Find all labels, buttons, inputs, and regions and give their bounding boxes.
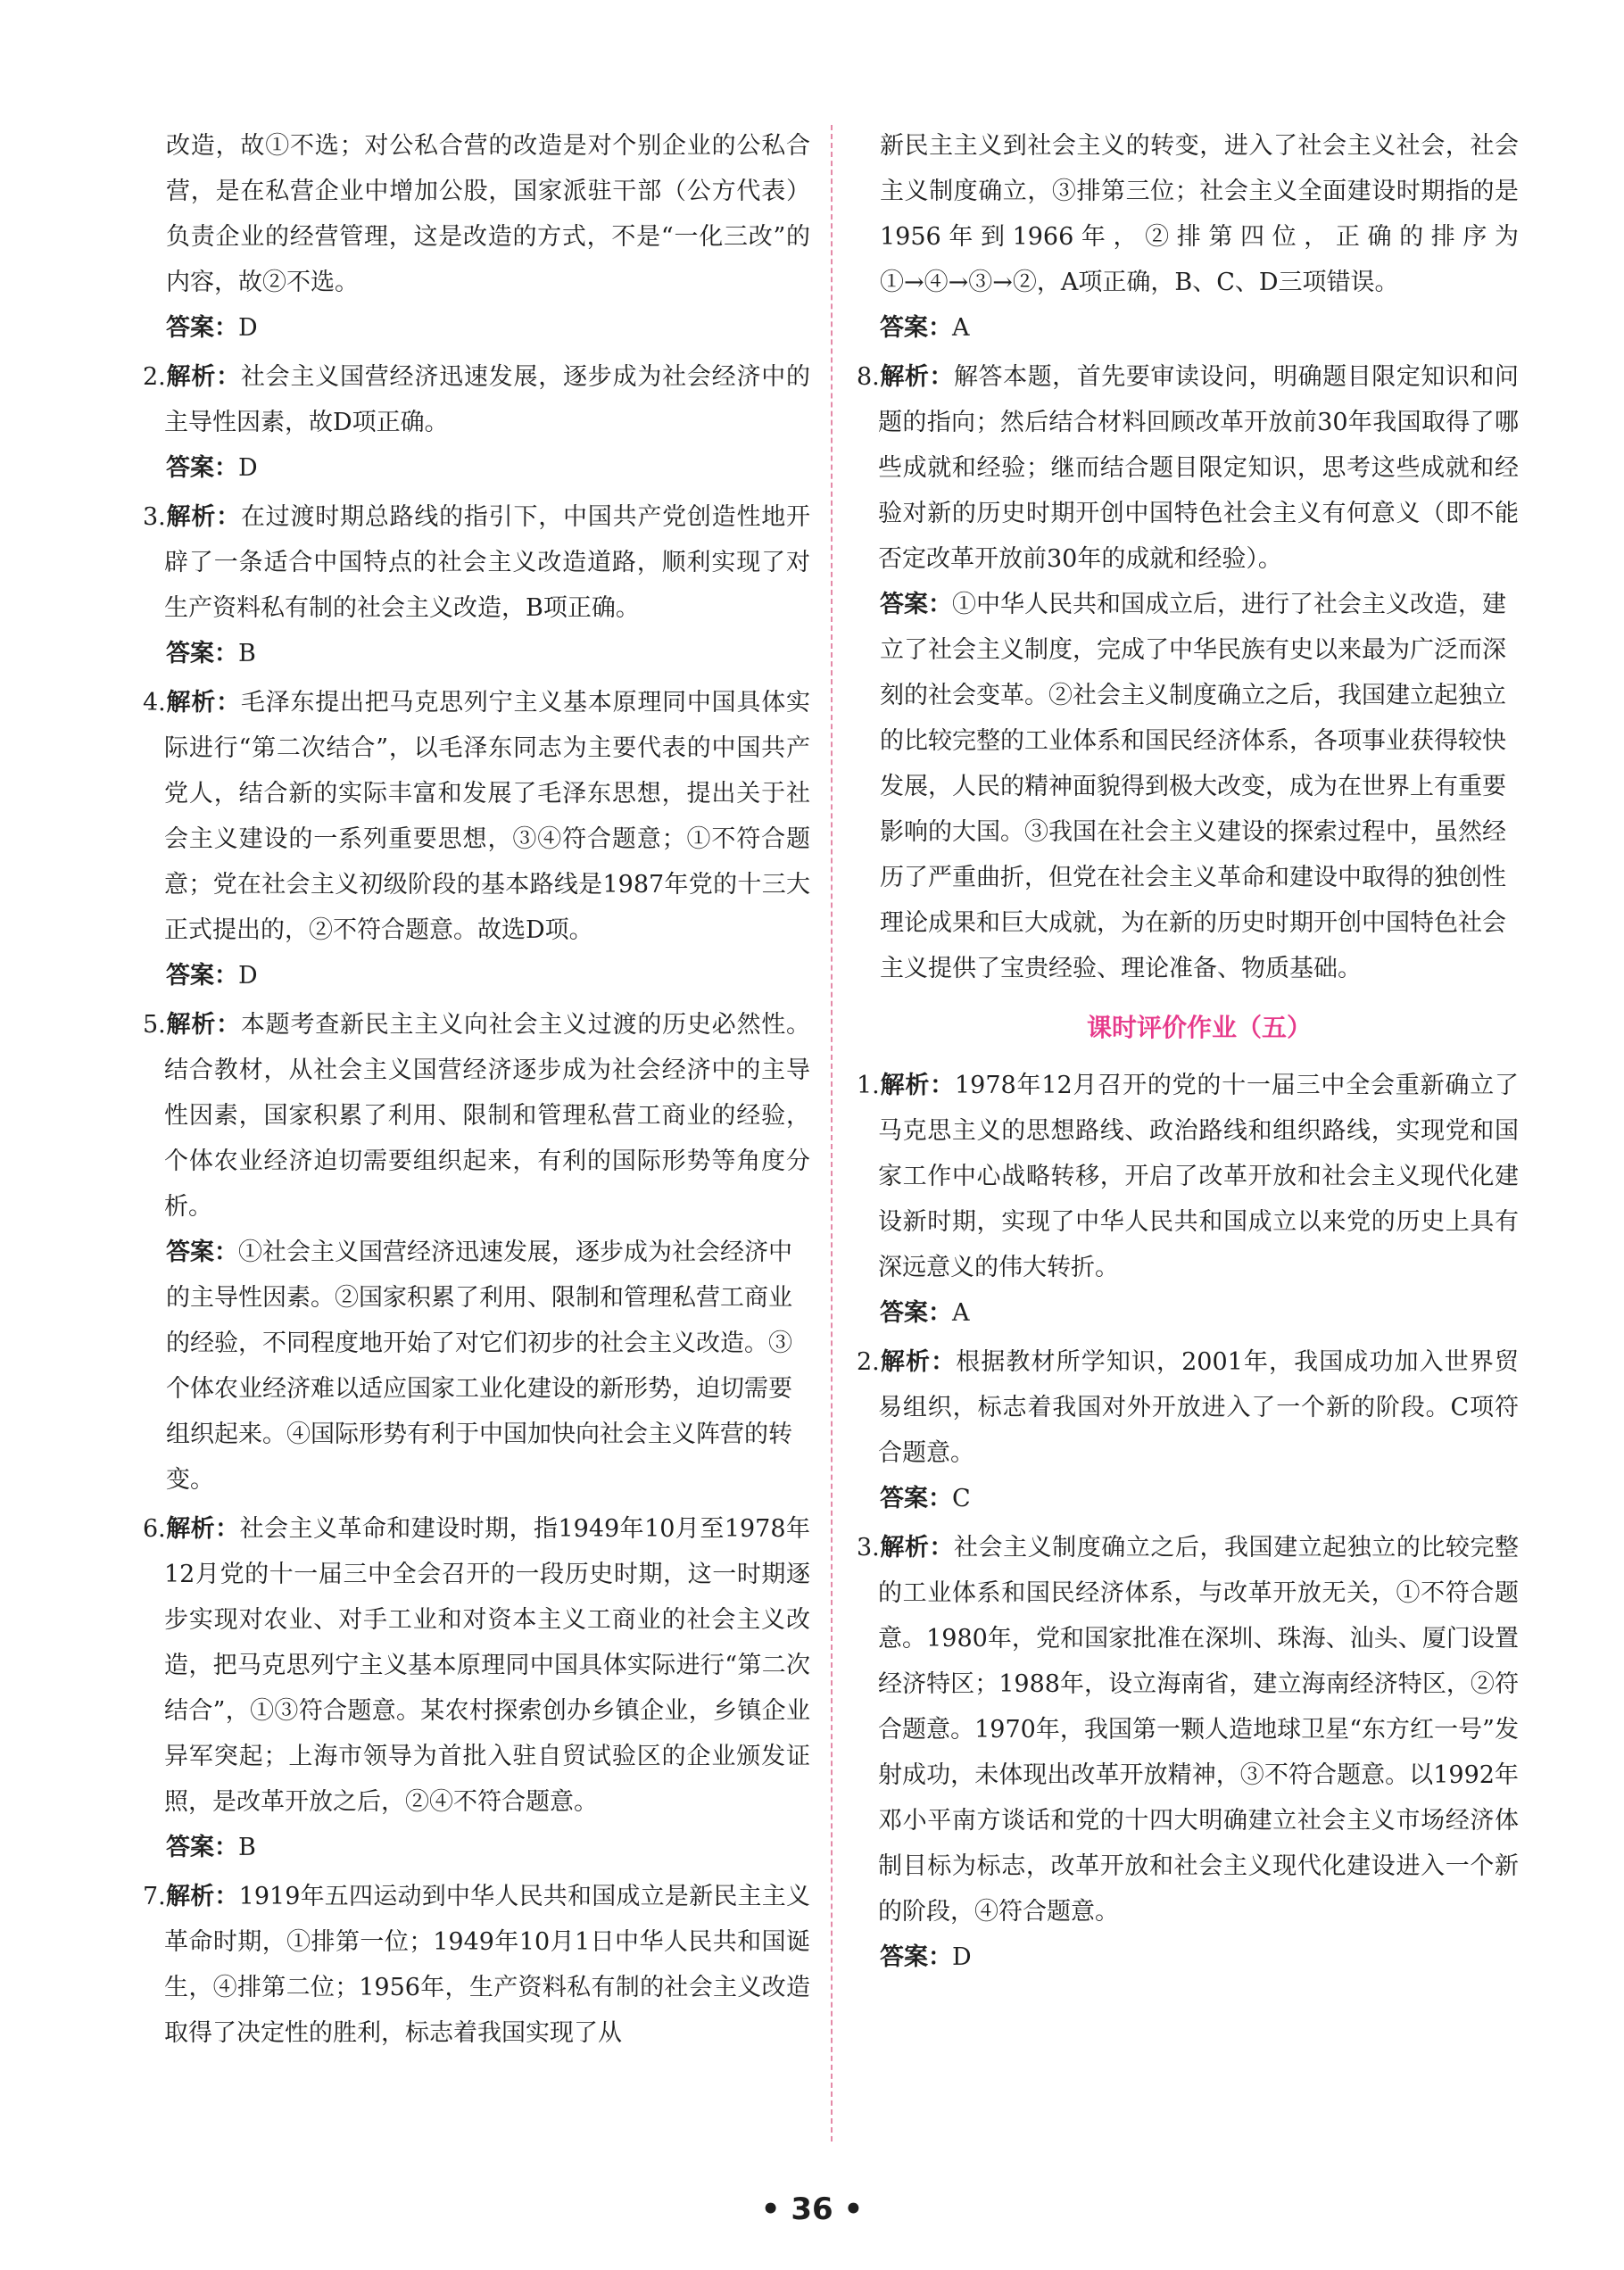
question-number: 6. (143, 1515, 166, 1543)
question-number: 7. (143, 1883, 166, 1910)
question-number: 1. (857, 1072, 880, 1099)
answer-label: 答案： (166, 962, 238, 990)
explanation-label: 解析： (165, 689, 241, 717)
explanation-paragraph (143, 494, 811, 631)
left-column (143, 123, 811, 2056)
answer-value: D (238, 314, 258, 342)
answer-line (166, 953, 810, 998)
question-number: 3. (143, 503, 166, 531)
answer-value: B (238, 1834, 256, 1861)
explanation-text: 解答本题，首先要审读设问，明确题目限定知识和问题的指向；然后结合材料回顾改革开放前30年我国取得了哪些成就和经验；继而结合题目限定知识，思考这些成就和经验对新的历史时期开创中国特色社会主义有何意义（即不能否定改革开放前30年的成就和经验）。 (878, 363, 1520, 573)
column-divider (831, 125, 833, 2142)
answer-line (880, 1476, 1519, 1521)
explanation-label: 解析： (165, 1515, 240, 1543)
answer-label: 答案： (880, 1943, 952, 1971)
explanation-text: 社会主义国营经济迅速发展，逐步成为社会经济中的主导性因素，故D项正确。 (164, 363, 811, 436)
explanation-paragraph (880, 123, 1519, 305)
answer-label: 答案： (880, 314, 952, 342)
explanation-label: 解析： (879, 363, 954, 391)
answer-line (166, 1230, 810, 1503)
explanation-paragraph (143, 1506, 810, 1825)
answer-line (166, 445, 810, 491)
right-column (857, 123, 1520, 1984)
explanation-paragraph (857, 1525, 1520, 1934)
answer-line (880, 1290, 1519, 1336)
answer-value: A (952, 1299, 970, 1327)
answer-value: D (238, 962, 258, 990)
explanation-paragraph (143, 680, 811, 953)
answer-label: 答案： (166, 454, 238, 482)
explanation-text: 1978年12月召开的党的十一届三中全会重新确立了马克思主义的思想路线、政治路线和组织路线，实现党和国家工作中心战略转移，开启了改革开放和社会主义现代化建设新时期，实现了中华人民共和国成立以来党的历史上具有深远意义的伟大转折。 (878, 1072, 1520, 1281)
answer-line (880, 582, 1519, 991)
answer-value: B (238, 640, 256, 667)
answer-label: 答案： (880, 1299, 952, 1327)
answer-label: 答案： (880, 1485, 952, 1512)
explanation-paragraph (857, 1339, 1519, 1476)
question-number: 2. (857, 1348, 880, 1376)
question-number: 3. (857, 1534, 880, 1562)
answer-line (880, 1934, 1519, 1980)
explanation-label: 解析： (165, 1011, 241, 1039)
explanation-label: 解析： (879, 1534, 954, 1562)
explanation-text: 新民主主义到社会主义的转变，进入了社会主义社会，社会主义制度确立，③排第三位；社会主义全面建设时期指的是1956年到1966年，②排第四位，正确的排序为①→④→③→②，A项正确，B、C、D三项错误。 (880, 132, 1519, 296)
explanation-text: 1919年五四运动到中华人民共和国成立是新民主主义革命时期，①排第一位；1949年10月1日中华人民共和国诞生，④排第二位；1956年，生产资料私有制的社会主义改造取得了决定性的胜利，标志着我国实现了从 (164, 1883, 811, 2047)
question-number: 5. (143, 1011, 166, 1039)
explanation-text: 社会主义制度确立之后，我国建立起独立的比较完整的工业体系和国民经济体系，与改革开放无关，①不符合题意。1980年，党和国家批准在深圳、珠海、汕头、厦门设置经济特区；1988年，设立海南省，建立海南经济特区，②符合题意。1970年，我国第一颗人造地球卫星“东方红一号”发射成功，未体现出改革开放精神，③不符合题意。以1992年邓小平南方谈话和党的十四大明确建立社会主义市场经济体制目标为标志，改革开放和社会主义现代化建设进入一个新的阶段，④符合题意。 (878, 1534, 1520, 1926)
explanation-label: 解析： (879, 1348, 957, 1376)
answer-label: 答案： (166, 314, 238, 342)
question-number: 4. (143, 689, 166, 717)
explanation-label: 解析： (165, 503, 241, 531)
explanation-paragraph (143, 1874, 811, 2056)
answer-value: C (952, 1485, 971, 1512)
answer-value: A (952, 314, 970, 342)
explanation-paragraph (857, 354, 1520, 582)
explanation-paragraph (143, 354, 811, 445)
explanation-text: 在过渡时期总路线的指引下，中国共产党创造性地开辟了一条适合中国特点的社会主义改造道路，顺利实现了对生产资料私有制的社会主义改造，B项正确。 (164, 503, 811, 622)
explanation-text: 社会主义革命和建设时期，指1949年10月至1978年12月党的十一届三中全会召开的一段历史时期，这一时期逐步实现对农业、对手工业和对资本主义工商业的社会主义改造，把马克思列宁主义基本原理同中国具体实际进行“第二次结合”，①③符合题意。某农村探索创办乡镇企业，乡镇企业异军突起；上海市领导为首批入驻自贸试验区的企业颁发证照，是改革开放之后，②④不符合题意。 (164, 1515, 810, 1816)
answer-value: ①社会主义国营经济迅速发展，逐步成为社会经济中的主导性因素。②国家积累了利用、限制和管理私营工商业的经验，不同程度地开始了对它们初步的社会主义改造。③个体农业经济难以适应国家工业化建设的新形势，迫切需要组织起来。④国际形势有利于中国加快向社会主义阵营的转变。 (166, 1239, 792, 1494)
explanation-paragraph (857, 1063, 1520, 1290)
answer-label: 答案： (166, 1239, 238, 1266)
explanation-label: 解析： (879, 1072, 955, 1099)
answer-line (880, 305, 1519, 351)
explanation-text: 毛泽东提出把马克思列宁主义基本原理同中国具体实际进行“第二次结合”，以毛泽东同志为主要代表的中国共产党人，结合新的实际丰富和发展了毛泽东思想，提出关于社会主义建设的一系列重要思想，③④符合题意；①不符合题意；党在社会主义初级阶段的基本路线是1987年党的十三大正式提出的，②不符合题意。故选D项。 (164, 689, 811, 944)
answer-value: D (238, 454, 258, 482)
answer-line (166, 631, 810, 676)
question-number: 8. (857, 363, 880, 391)
answer-label: 答案： (166, 1834, 238, 1861)
answer-label: 答案： (166, 640, 238, 667)
page-number: • 36 • (760, 2191, 864, 2227)
answer-line (166, 305, 810, 351)
section-title: 课时评价作业（五） (1086, 1013, 1312, 1042)
explanation-label: 解析： (165, 1883, 239, 1910)
explanation-text: 本题考查新民主主义向社会主义过渡的历史必然性。结合教材，从社会主义国营经济逐步成为社会经济中的主导性因素，国家积累了利用、限制和管理私营工商业的经验，个体农业经济迫切需要组织起来，有利的国际形势等角度分析。 (164, 1011, 811, 1221)
explanation-text: 改造，故①不选；对公私合营的改造是对个别企业的公私合营，是在私营企业中增加公股，国家派驻干部（公方代表）负责企业的经营管理，这是改造的方式，不是“一化三改”的内容，故②不选。 (166, 132, 810, 296)
explanation-label: 解析： (165, 363, 241, 391)
answer-line (166, 1825, 810, 1870)
answer-label: 答案： (880, 591, 952, 618)
answer-value: D (952, 1943, 972, 1971)
question-number: 2. (143, 363, 166, 391)
explanation-paragraph (166, 123, 810, 305)
explanation-paragraph (143, 1002, 811, 1230)
answer-value: ①中华人民共和国成立后，进行了社会主义改造，建立了社会主义制度，完成了中华民族有史以来最为广泛而深刻的社会变革。②社会主义制度确立之后，我国建立起独立的比较完整的工业体系和国民经济体系，各项事业获得较快发展，人民的精神面貌得到极大改变，成为在世界上有重要影响的大国。③我国在社会主义建设的探索过程中，虽然经历了严重曲折，但党在社会主义革命和建设中取得的独创性理论成果和巨大成就，为在新的历史时期开创中国特色社会主义提供了宝贵经验、理论准备、物质基础。 (880, 591, 1506, 982)
explanation-text: 根据教材所学知识，2001年，我国成功加入世界贸易组织，标志着我国对外开放进入了一个新的阶段。C项符合题意。 (878, 1348, 1519, 1467)
